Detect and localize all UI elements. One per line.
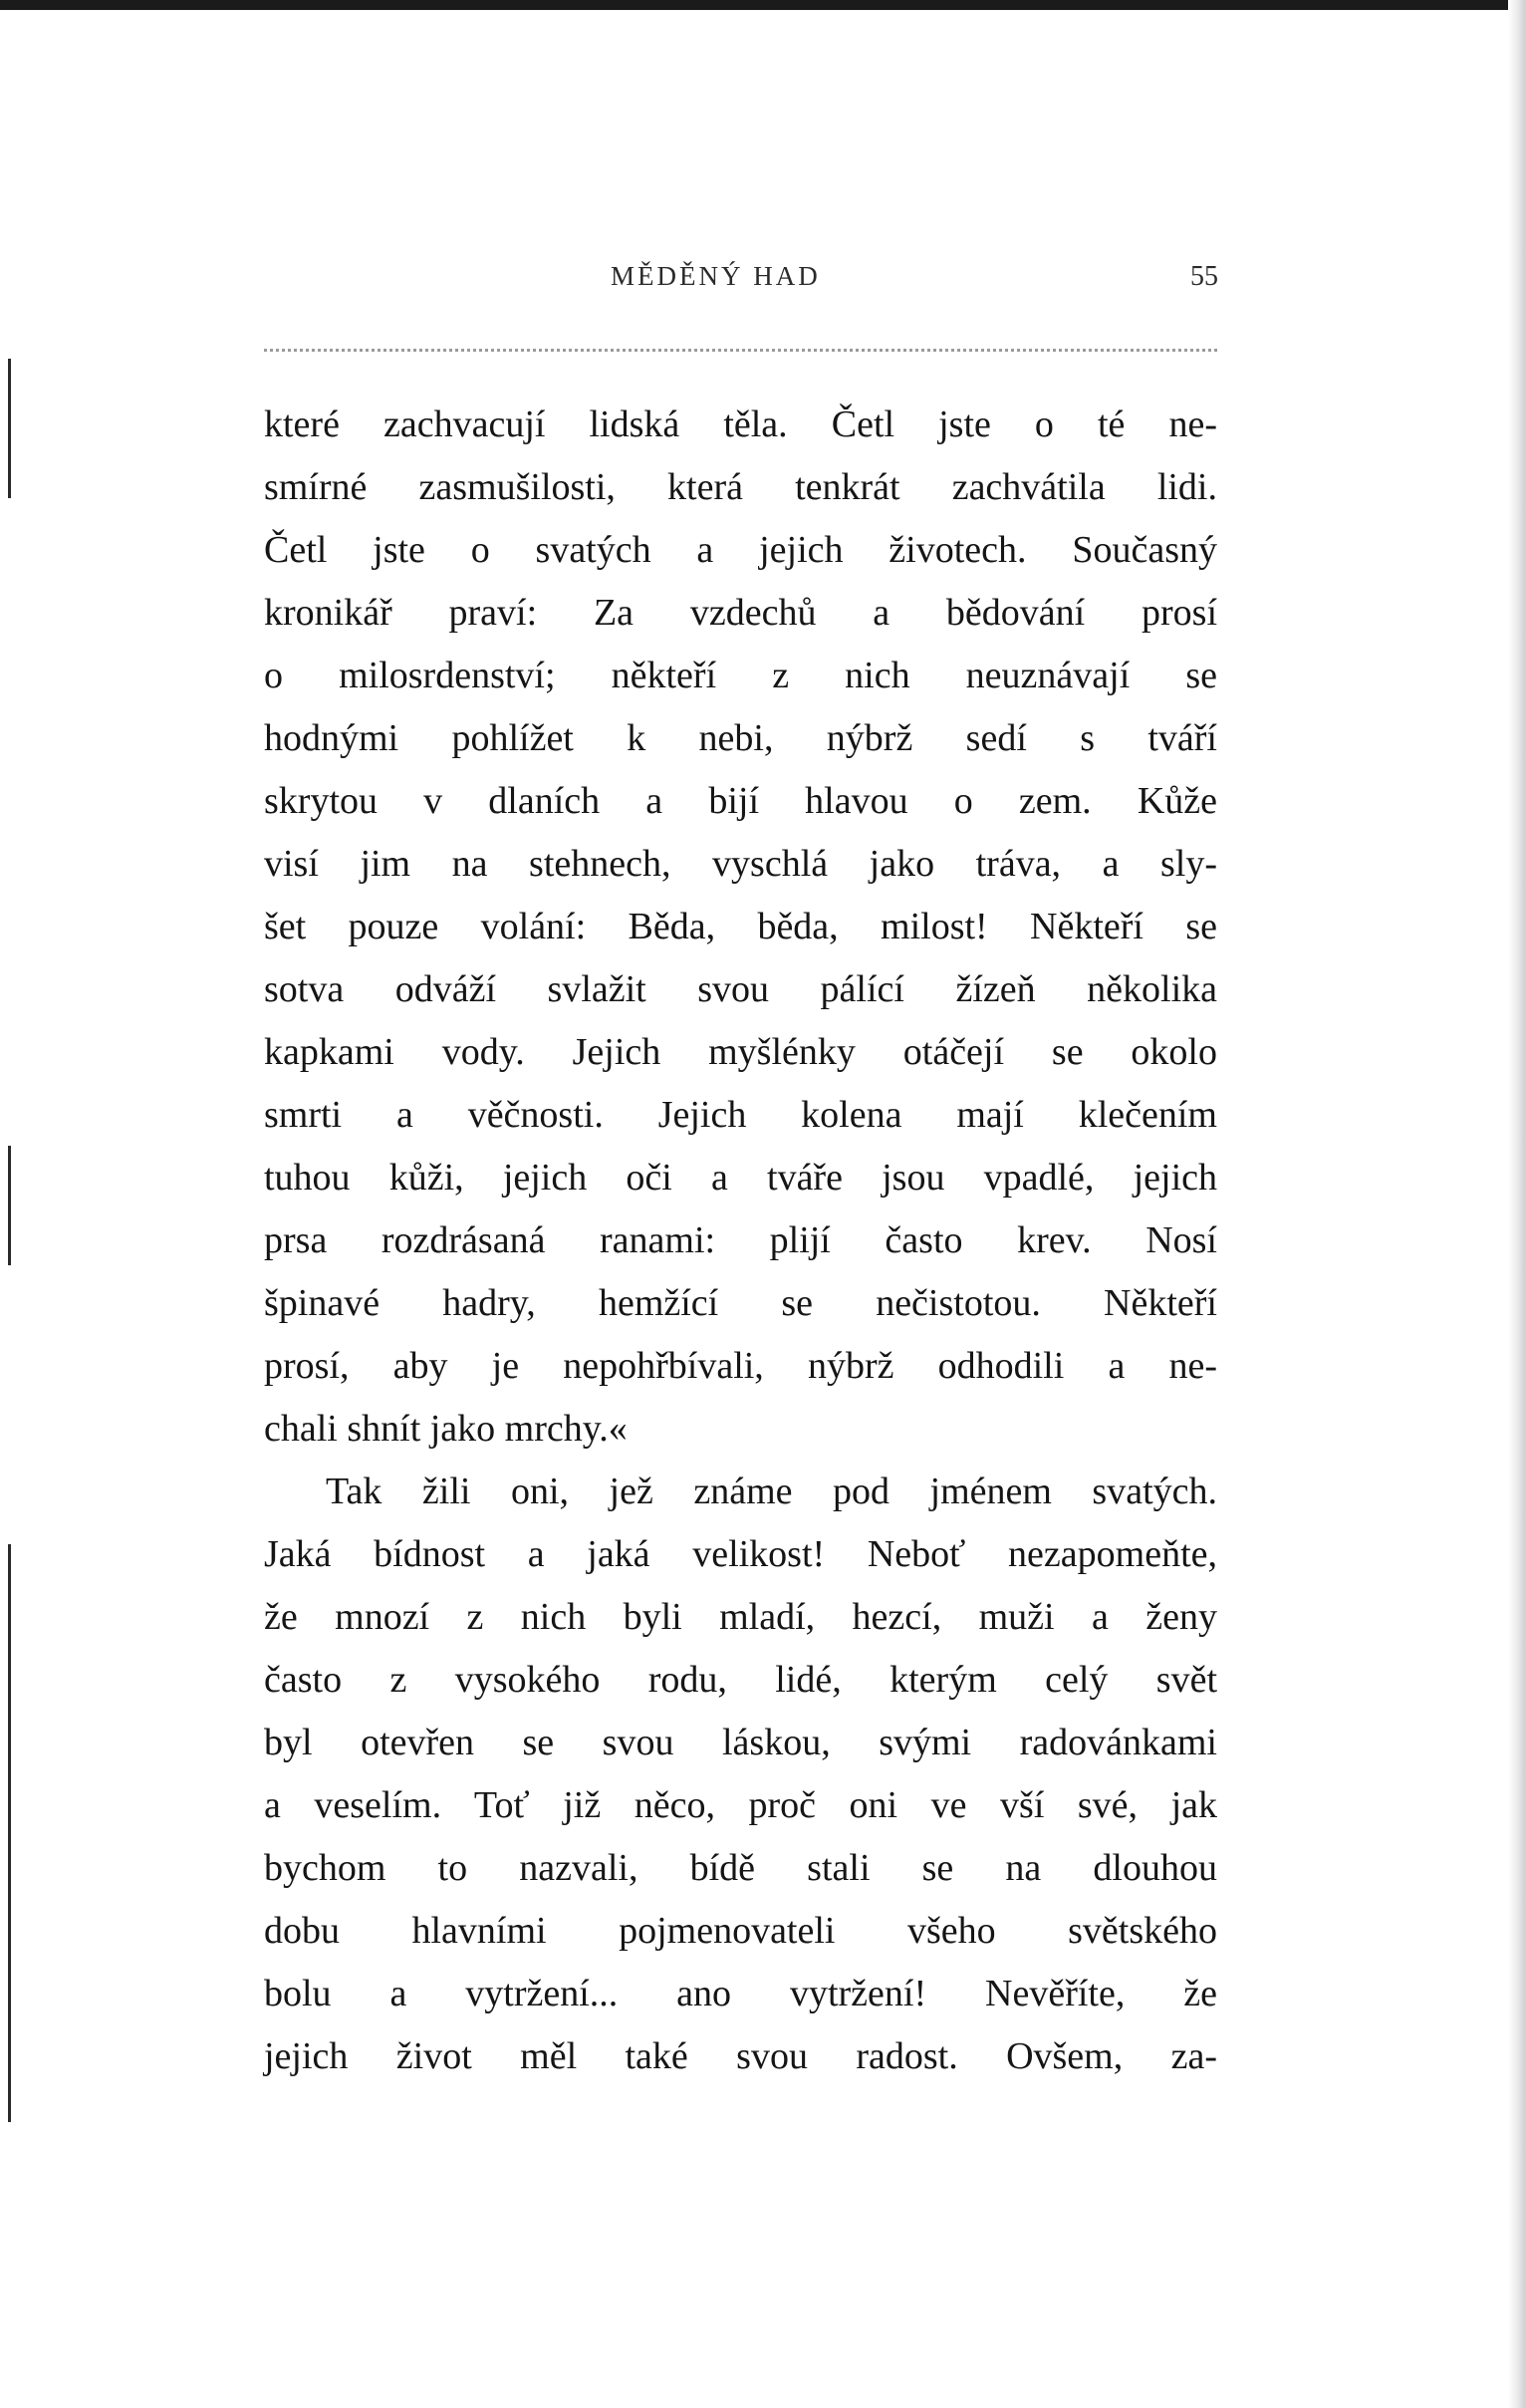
text-line: smírné zasmušilosti, která tenkrát zachvátila lidi.	[264, 466, 1217, 508]
text-line: bolu a vytržení... ano vytržení! Nevěříte, že	[264, 1973, 1217, 2014]
body-text	[264, 394, 1217, 2088]
text-line: byl otevřen se svou láskou, svými radovánkami	[264, 1722, 1217, 1763]
text-line: o milosrdenství; někteří z nich neuznávají se	[264, 655, 1217, 696]
text-line: kapkami vody. Jejich myšlénky otáčejí se okolo	[264, 1031, 1217, 1073]
scan-left-mark	[8, 1146, 11, 1265]
scan-top-edge	[0, 0, 1525, 10]
text-line: prsa rozdrásaná ranami: plijí často krev. Nosí	[264, 1219, 1217, 1261]
text-line: že mnozí z nich byli mladí, hezcí, muži a ženy	[264, 1596, 1217, 1638]
text-line: prosí, aby je nepohřbívali, nýbrž odhodili a ne-	[264, 1345, 1217, 1387]
text-line: Jaká bídnost a jaká velikost! Neboť nezapomeňte,	[264, 1533, 1217, 1575]
page-number: 55	[1190, 261, 1218, 292]
text-line: Četl jste o svatých a jejich životech. Současný	[264, 529, 1217, 571]
text-line: chali shnít jako mrchy.«	[264, 1408, 628, 1450]
text-line: kronikář praví: Za vzdechů a bědování prosí	[264, 592, 1217, 634]
text-line: a veselím. Toť již něco, proč oni ve vší své, jak	[264, 1784, 1217, 1826]
scan-left-mark	[8, 1544, 11, 2122]
text-line: které zachvacují lidská těla. Četl jste o té ne-	[264, 403, 1217, 445]
running-title: MĚDĚNÝ HAD	[611, 261, 821, 291]
text-line: skrytou v dlaních a bijí hlavou o zem. Kůže	[264, 780, 1217, 822]
text-line: sotva odváží svlažit svou pálící žízeň několika	[264, 968, 1217, 1010]
text-line: bychom to nazvali, bídě stali se na dlouhou	[264, 1847, 1217, 1889]
text-line: často z vysokého rodu, lidé, kterým celý svět	[264, 1659, 1217, 1701]
page-header	[264, 261, 1260, 301]
text-line: jejich život měl také svou radost. Ovšem, za-	[264, 2035, 1217, 2077]
text-line: visí jim na stehnech, vyschlá jako tráva, a sly-	[264, 843, 1217, 885]
scan-right-edge	[1508, 0, 1525, 2408]
text-line: špinavé hadry, hemžící se nečistotou. Někteří	[264, 1282, 1217, 1324]
text-line: hodnými pohlížet k nebi, nýbrž sedí s tváří	[264, 717, 1217, 759]
text-line: smrti a věčnosti. Jejich kolena mají klečením	[264, 1094, 1217, 1136]
text-line: šet pouze volání: Běda, běda, milost! Někteří se	[264, 906, 1217, 947]
scan-left-mark	[8, 359, 11, 498]
paragraph-start-line: Tak žili oni, jež známe pod jménem svatých.	[326, 1471, 1217, 1512]
header-rule	[264, 349, 1217, 352]
text-line: tuhou kůži, jejich oči a tváře jsou vpadlé, jejich	[264, 1157, 1217, 1199]
text-line: dobu hlavními pojmenovateli všeho světského	[264, 1910, 1217, 1952]
